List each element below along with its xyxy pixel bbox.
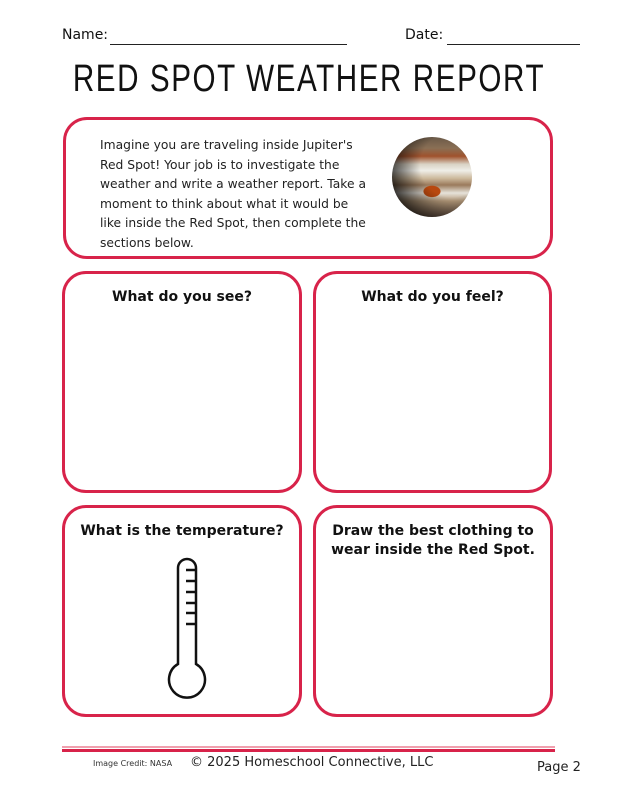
section-see[interactable] <box>62 271 302 493</box>
section-feel[interactable] <box>313 271 552 493</box>
date-field[interactable] <box>447 44 580 45</box>
page-number: Page 2 <box>537 760 581 775</box>
intro-box <box>63 117 553 259</box>
date-label: Date: <box>405 27 444 43</box>
copyright: © 2025 Homeschool Connective, LLC <box>190 755 434 770</box>
section-clothing[interactable] <box>313 505 553 717</box>
section-prompt: What do you see? <box>112 289 252 305</box>
page-title: RED SPOT WEATHER REPORT <box>72 58 546 100</box>
name-field[interactable] <box>110 44 347 45</box>
footer-divider-light <box>62 746 555 748</box>
intro-text: Imagine you are traveling inside Jupiter's Red Spot! Your job is to investigate the weather and write a weather report. Take a moment to think about what it would be like inside the Red Spot, then complete the sections below. <box>100 138 366 250</box>
section-prompt: What do you feel? <box>361 289 504 305</box>
section-prompt: Draw the best clothing to wear inside the Red Spot. <box>331 523 535 558</box>
name-label: Name: <box>62 27 109 43</box>
thermometer-icon <box>160 556 210 701</box>
section-temperature[interactable] <box>62 505 302 717</box>
image-credit: Image Credit: NASA <box>93 759 173 768</box>
footer-divider <box>62 749 555 752</box>
section-prompt: What is the temperature? <box>80 523 284 539</box>
jupiter-image <box>392 137 472 217</box>
